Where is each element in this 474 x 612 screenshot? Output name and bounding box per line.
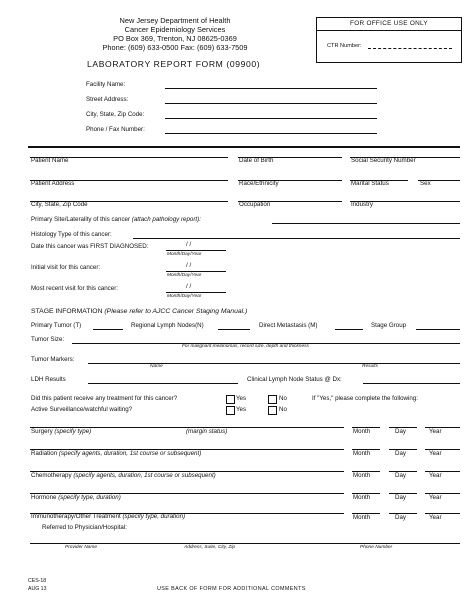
tumor-size-label: Tumor Size:	[31, 336, 65, 343]
chemo-month-label: Month	[353, 472, 371, 479]
initial-visit-caption: Month/Day/Year	[167, 273, 202, 278]
provider-address-caption: Address, Suite, City, Zip	[184, 545, 236, 550]
recent-visit-label: Most recent visit for this cancer:	[31, 285, 118, 292]
recent-visit-slashes: / /	[186, 283, 192, 290]
radiation-label	[31, 450, 201, 457]
lymph-status-label: Clinical Lymph Node Status @ Dx:	[247, 376, 342, 383]
recent-visit-caption: Month/Day/Year	[167, 294, 202, 299]
histology-label: Histology Type of this cancer:	[31, 231, 112, 238]
initial-visit-field[interactable]	[166, 271, 226, 272]
chemo-label	[31, 472, 216, 479]
chemo-label-text: Chemotherapy	[31, 472, 72, 479]
stage-group-label: Stage Group	[371, 322, 407, 329]
treatment-yes-checkbox[interactable]	[226, 395, 235, 404]
primary-tumor-field[interactable]	[93, 329, 123, 330]
industry-label: Industry	[351, 201, 374, 208]
ldh-field[interactable]	[88, 383, 238, 384]
dob-label: Date of Birth	[239, 157, 274, 164]
hormone-note: (specify type, duration)	[58, 494, 121, 501]
facility-phone-field[interactable]	[165, 133, 377, 134]
margin-status-text: (margin status)	[186, 428, 228, 435]
provider-phone-caption: Phone Number	[360, 545, 393, 550]
surgery-month-label: Month	[353, 428, 371, 435]
immuno-month-label: Month	[353, 514, 371, 521]
immuno-day-label: Day	[395, 514, 407, 521]
chemo-day-label: Day	[395, 472, 407, 479]
primary-site-field[interactable]	[272, 223, 460, 224]
facility-name-label: Facility Name:	[86, 81, 126, 88]
org-address: PO Box 369, Trenton, NJ 08625-0369	[113, 34, 237, 43]
hormone-year-label: Year	[429, 494, 442, 501]
tumor-markers-label: Tumor Markers:	[31, 356, 75, 363]
metastasis-field[interactable]	[335, 329, 363, 330]
primary-site-note: (attach pathology report):	[131, 216, 201, 223]
surgery-day-label: Day	[395, 428, 407, 435]
surveillance-yes-checkbox[interactable]	[226, 406, 235, 415]
hormone-day-label: Day	[395, 494, 407, 501]
treatment-yes-label: Yes	[236, 395, 247, 402]
marital-label: Marital Status	[351, 180, 389, 187]
surveillance-no-checkbox[interactable]	[268, 406, 277, 415]
stage-heading-note: (Please refer to AJCC Cancer Staging Manual.)	[104, 308, 248, 315]
immuno-year-label: Year	[429, 514, 442, 521]
lymph-status-field[interactable]	[363, 383, 460, 384]
recent-visit-field[interactable]	[166, 292, 226, 293]
radiation-day-label: Day	[395, 450, 407, 457]
facility-city-label: City, State, Zip Code:	[86, 111, 145, 118]
primary-site-label	[31, 216, 201, 223]
tumor-size-caption: For malignant melanomas, record size, depth and thickness	[182, 344, 309, 349]
referred-label: Referred to Physician/Hospital:	[42, 524, 127, 531]
ctr-number-label: CTR Number:	[327, 43, 362, 49]
lymph-nodes-field[interactable]	[218, 329, 250, 330]
first-diagnosed-caption: Month/Day/Year	[167, 252, 202, 257]
sex-label: Sex	[420, 180, 431, 187]
org-phone-fax: Phone: (609) 633-0500 Fax: (609) 633-7509	[102, 43, 248, 52]
hormone-month-label: Month	[353, 494, 371, 501]
primary-tumor-label: Primary Tumor (T)	[31, 322, 82, 329]
radiation-note: (specify agents, duration, 1st course or subsequent)	[58, 450, 202, 457]
first-diagnosed-field[interactable]	[166, 250, 226, 251]
ctr-number-field[interactable]	[368, 48, 452, 49]
dept-name: Cancer Epidemiology Services	[124, 25, 226, 34]
surgery-note: (specify type)	[54, 428, 92, 435]
radiation-year-label: Year	[429, 450, 442, 457]
patient-address-label: Patient Address	[31, 180, 75, 187]
margin-status-label	[186, 428, 227, 435]
occupation-label: Occupation	[239, 201, 271, 208]
primary-site-text: Primary Site/Laterality of this cancer	[31, 216, 131, 223]
surveillance-question: Active Surveillance/watchful waiting?	[31, 406, 133, 413]
metastasis-label: Direct Metastasis (M)	[259, 322, 318, 329]
surveillance-no-label: No	[279, 406, 287, 413]
patient-city-label: City, State, Zip Code	[31, 201, 88, 208]
office-heading-rule	[316, 30, 461, 31]
chemo-year-label: Year	[429, 472, 442, 479]
surgery-label-text: Surgery	[31, 428, 53, 435]
surgery-label	[31, 428, 91, 435]
facility-city-field[interactable]	[165, 118, 377, 119]
chemo-note: (specify agents, duration, 1st course or subsequent)	[73, 472, 216, 479]
footer-note: USE BACK OF FORM FOR ADDITIONAL COMMENTS	[157, 586, 306, 592]
radiation-label-text: Radiation	[31, 450, 58, 457]
facility-name-field[interactable]	[165, 88, 377, 89]
immuno-label-text: Immunotherapy/Other Treatment	[31, 513, 121, 520]
race-label: Race/Ethnicity	[239, 180, 279, 187]
street-address-field[interactable]	[165, 103, 377, 104]
hormone-label-text: Hormone	[31, 494, 57, 501]
stage-heading-text: STAGE INFORMATION	[31, 308, 103, 315]
facility-phone-label: Phone / Fax Number:	[86, 126, 145, 133]
page-title: LABORATORY REPORT FORM (09900)	[87, 59, 261, 69]
section-divider	[28, 146, 460, 148]
referred-field[interactable]	[30, 543, 460, 544]
histology-field[interactable]	[133, 238, 460, 239]
office-use-heading: FOR OFFICE USE ONLY	[349, 20, 428, 27]
street-address-label: Street Address:	[86, 96, 129, 103]
patient-name-label: Patient Name	[31, 157, 69, 164]
lymph-nodes-label: Regional Lymph Nodes(N)	[131, 322, 204, 329]
if-yes-instruction: If "Yes," please complete the following:	[312, 395, 418, 402]
initial-visit-label: Initial visit for this cancer:	[31, 264, 101, 271]
immuno-note: (specify type, duration)	[122, 513, 186, 520]
initial-visit-slashes: / /	[186, 262, 192, 269]
provider-name-caption: Provider Name	[65, 545, 97, 550]
name-caption: Name	[150, 364, 163, 369]
immuno-label	[31, 513, 185, 520]
first-diagnosed-slashes: / /	[186, 241, 192, 248]
surgery-year-label: Year	[429, 428, 442, 435]
radiation-month-label: Month	[353, 450, 371, 457]
treatment-no-label: No	[279, 395, 287, 402]
form-code: CES-18	[28, 578, 47, 584]
org-name: New Jersey Department of Health	[119, 16, 231, 25]
surveillance-yes-label: Yes	[236, 406, 247, 413]
ldh-label: LDH Results	[31, 376, 66, 383]
hormone-label	[31, 494, 121, 501]
form-date: AUG 13	[28, 586, 47, 592]
treatment-no-checkbox[interactable]	[268, 395, 277, 404]
treatment-question: Did this patient receive any treatment for this cancer?	[31, 395, 178, 402]
tumor-markers-field[interactable]	[88, 363, 460, 364]
first-diagnosed-label: Date this cancer was FIRST DIAGNOSED:	[31, 243, 149, 250]
stage-group-field[interactable]	[416, 329, 460, 330]
stage-heading	[31, 308, 247, 315]
ssn-label: Social Security Number	[351, 157, 416, 164]
results-caption: Results	[362, 364, 378, 369]
